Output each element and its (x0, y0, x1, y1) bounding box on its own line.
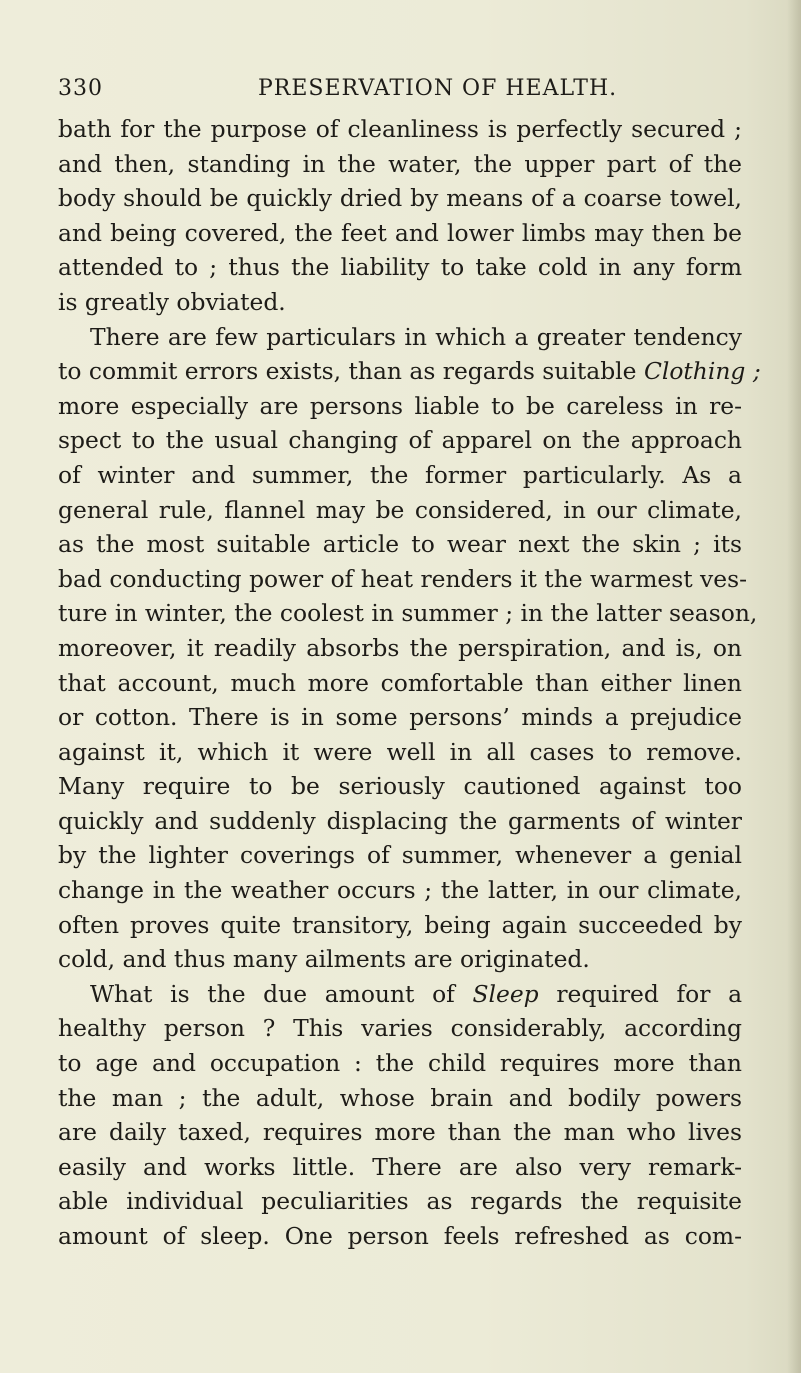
text-line: against it, which it were well in all cases to remove. (58, 737, 742, 766)
text-line (58, 354, 761, 389)
text-line: moreover, it readily absorbs the perspiration, and is, on (58, 633, 742, 662)
text-line: ture in winter, the coolest in summer ; in the latter season, (58, 599, 758, 628)
text-line: of winter and summer, the former particularly. As a (58, 460, 742, 489)
text-line: that account, much more comfortable than either linen (58, 668, 742, 697)
text-line: spect to the usual changing of apparel on the approach (58, 426, 742, 455)
text-line (58, 977, 742, 1012)
text-line: and being covered, the feet and lower limbs may then be (58, 218, 742, 247)
text-line: cold, and thus many ailments are originated. (58, 945, 590, 974)
text-line: the man ; the adult, whose brain and bodily powers (58, 1083, 742, 1112)
text-line: amount of sleep. One person feels refreshed as com- (58, 1222, 742, 1250)
text-line: easily and works little. There are also very remark- (58, 1152, 742, 1181)
text-line: quickly and suddenly displacing the garments of winter (58, 806, 742, 835)
text-line: are daily taxed, requires more than the man who lives (58, 1118, 742, 1147)
text-line: by the lighter coverings of summer, whenever a genial (58, 841, 742, 870)
text-fragment: required for a (556, 979, 743, 1008)
body-text (58, 112, 761, 1254)
text-fragment: What is the due amount of (90, 979, 455, 1008)
text-fragment: to commit errors exists, than as regards suitable (58, 357, 637, 386)
page-header (58, 76, 668, 106)
text-line: or cotton. There is in some persons’ minds a prejudice (58, 703, 742, 732)
text-line: attended to ; thus the liability to take cold in any form (58, 253, 742, 282)
text-line: There are few particulars in which a greater tendency (90, 322, 742, 351)
text-line: as the most suitable article to wear next the skin ; its (58, 530, 742, 559)
text-line: to age and occupation : the child requires more than (58, 1049, 742, 1078)
text-line: and then, standing in the water, the upper part of the (58, 149, 742, 178)
text-line: bad conducting power of heat renders it the warmest ves- (58, 564, 748, 593)
text-line: more especially are persons liable to be careless in re- (58, 391, 742, 420)
text-line: Many require to be seriously cautioned against too (58, 772, 742, 801)
text-line: change in the weather occurs ; the latter, in our climate, (58, 876, 742, 905)
text-line: general rule, flannel may be considered, in our climate, (58, 495, 742, 524)
italic-term-sleep: Sleep (472, 979, 539, 1008)
italic-term-clothing: Clothing ; (643, 357, 761, 386)
page-number: 330 (58, 76, 103, 101)
text-line: body should be quickly dried by means of a coarse towel, (58, 184, 742, 213)
text-line: bath for the purpose of cleanliness is perfectly secured ; (58, 115, 742, 143)
text-line: able individual peculiarities as regards the requisite (58, 1187, 742, 1216)
text-line: often proves quite transitory, being again succeeded by (58, 910, 742, 939)
page-edge-shadow (787, 0, 801, 1373)
text-line: is greatly obviated. (58, 287, 286, 316)
running-title: PRESERVATION OF HEALTH. (258, 76, 618, 101)
text-line: healthy person ? This varies considerably, according (58, 1014, 742, 1043)
